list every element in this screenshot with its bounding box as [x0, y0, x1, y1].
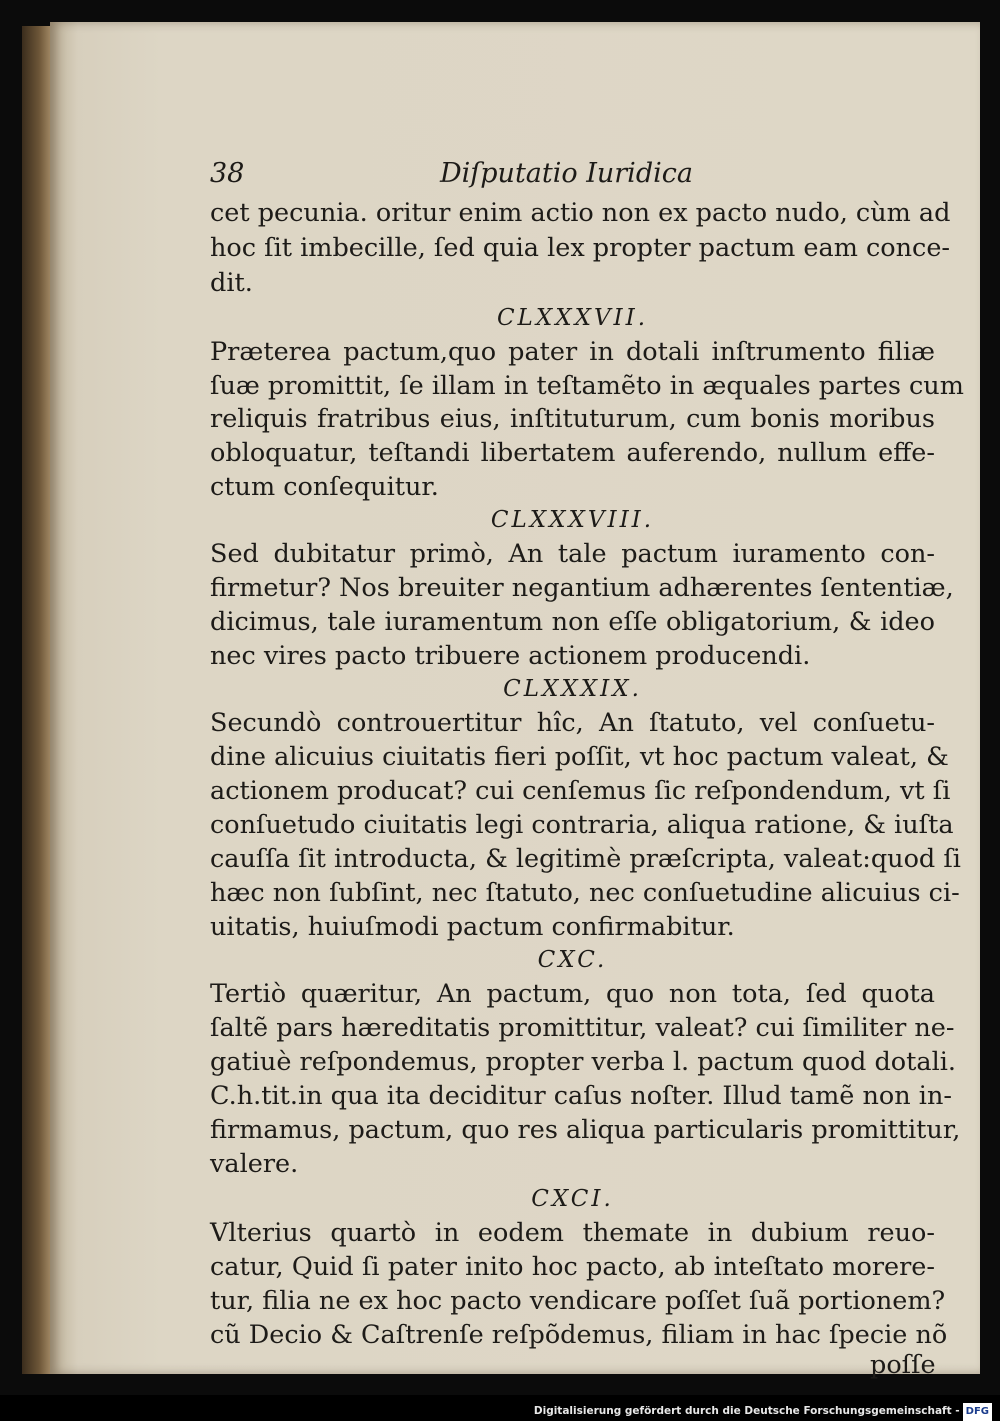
- text-line: dine alicuius ciuitatis fieri poſſit, vt hoc pactum valeat, &: [210, 742, 949, 772]
- footer-credit: [534, 1402, 992, 1420]
- dfg-logo: DFG: [963, 1403, 992, 1421]
- text-line: Secundò controuertitur hîc, An ſtatuto, vel conſuetu-: [210, 708, 935, 738]
- section-number: CLXXXIX.: [503, 676, 642, 702]
- text-line: obloquatur, teſtandi libertatem auferendo, nullum effe-: [210, 438, 935, 468]
- text-line: Sed dubitatur primò, An tale pactum iuramento con-: [210, 539, 935, 569]
- text-line: reliquis fratribus eius, inſtituturum, cum bonis moribus: [210, 404, 935, 434]
- page-number: 38: [210, 158, 245, 189]
- text-line: tur, filia ne ex hoc pacto vendicare poſſet ſuã portionem?: [210, 1286, 946, 1316]
- text-line: ctum conſequitur.: [210, 472, 439, 502]
- text-line: Præterea pactum,quo pater in dotali inſtrumento filiæ: [210, 337, 935, 367]
- text-line: cet pecunia. oritur enim actio non ex pacto nudo, cùm ad: [210, 198, 951, 228]
- section-number: CLXXXVII.: [496, 305, 649, 331]
- text-line: Tertiò quæritur, An pactum, quo non tota, ſed quota: [210, 979, 935, 1009]
- text-line: firmetur? Nos breuiter negantium adhærentes ſententiæ,: [210, 573, 954, 603]
- text-line: gatiuè reſpondemus, propter verba l. pactum quod dotali.: [210, 1047, 957, 1077]
- text-line: dit.: [210, 268, 253, 298]
- text-line: cauſſa ſit introducta, & legitimè præſcripta, valeat:quod ſi: [210, 844, 961, 874]
- running-title: Diſputatio Iuridica: [440, 158, 693, 189]
- section-number: CLXXXVIII.: [490, 507, 655, 533]
- text-line: firmamus, pactum, quo res aliqua particularis promittitur,: [210, 1115, 961, 1145]
- text-line: dicimus, tale iuramentum non eſſe obligatorium, & ideo: [210, 607, 935, 637]
- text-line: nec vires pacto tribuere actionem producendi.: [210, 641, 811, 671]
- text-line: Vlterius quartò in eodem themate in dubium reuo-: [210, 1218, 935, 1248]
- text-line: conſuetudo ciuitatis legi contraria, aliqua ratione, & iuſta: [210, 810, 954, 840]
- section-number: CXCI.: [531, 1186, 614, 1212]
- text-line: valere.: [210, 1149, 299, 1179]
- text-line: C.h.tit.in qua ita deciditur caſus noſter. Illud tamẽ non in-: [210, 1081, 952, 1111]
- text-line: catur, Quid ſi pater inito hoc pacto, ab inteſtato morere-: [210, 1252, 935, 1282]
- catchword: poſſe: [870, 1350, 936, 1380]
- footer-text: Digitalisierung gefördert durch die Deutsche Forschungsgemeinschaft -: [533, 1405, 960, 1417]
- text-line: ſaltẽ pars hæreditatis promittitur, valeat? cui ſimiliter ne-: [210, 1013, 955, 1043]
- text-line: hoc ſit imbecille, ſed quia lex propter pactum eam conce-: [210, 233, 951, 263]
- text-line: hæc non ſubſint, nec ſtatuto, nec conſuetudine alicuius ci-: [210, 878, 960, 908]
- text-line: uitatis, huiuſmodi pactum confirmabitur.: [210, 912, 735, 942]
- text-line: ſuæ promittit, ſe illam in teſtamẽto in æquales partes cum: [210, 371, 964, 401]
- text-line: actionem producat? cui cenſemus ſic reſpondendum, vt ſi: [210, 776, 951, 806]
- text-line: cũ Decio & Caſtrenſe reſpõdemus, filiam in hac ſpecie nõ: [210, 1320, 948, 1350]
- running-header: [210, 158, 935, 194]
- section-number: CXC.: [537, 947, 608, 973]
